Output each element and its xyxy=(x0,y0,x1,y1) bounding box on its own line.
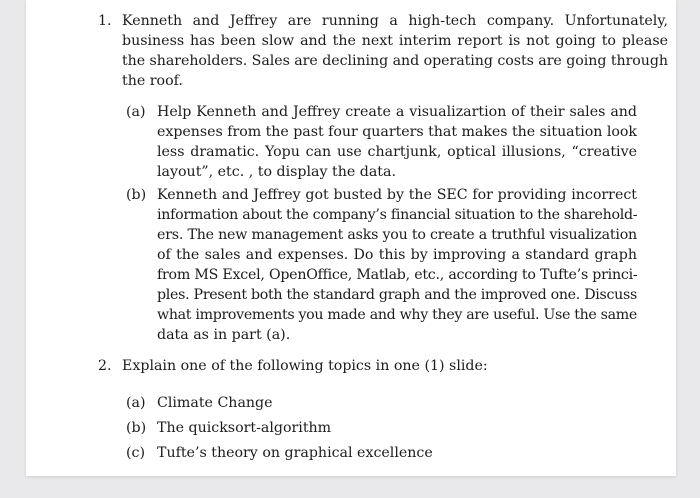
part-label: (b) xyxy=(126,420,147,436)
question-number: 1. xyxy=(98,13,112,29)
text-line: the shareholders. Sales are declining and operating costs are going through xyxy=(122,53,668,69)
text-line: ers. The new management asks you to create a truthful visualization xyxy=(157,227,637,243)
question-text xyxy=(122,356,668,376)
part-text xyxy=(157,418,637,438)
text-line: less dramatic. Yopu can use chartjunk, optical illusions, “creative xyxy=(157,144,637,160)
text-line: Help Kenneth and Jeffrey create a visualizartion of their sales and xyxy=(157,104,637,120)
text-line: business has been slow and the next interim report is not going to please xyxy=(122,33,668,49)
part-label: (b) xyxy=(126,187,147,203)
text-line: information about the company’s financial situation to the sharehold- xyxy=(157,207,638,223)
question-text xyxy=(122,11,668,91)
part-label: (c) xyxy=(126,445,146,461)
text-line: Kenneth and Jeffrey are running a high-tech company. Unfortunately, xyxy=(122,13,668,29)
text-line: the roof. xyxy=(122,73,183,89)
text-line: layout”, etc. , to display the data. xyxy=(157,164,396,180)
text-line: Tufte’s theory on graphical excellence xyxy=(157,445,433,461)
text-line: The quicksort-algorithm xyxy=(157,420,332,436)
text-line: Kenneth and Jeffrey got busted by the SEC for providing incorrect xyxy=(157,187,637,203)
text-line: from MS Excel, OpenOffice, Matlab, etc., according to Tufte’s princi- xyxy=(157,267,638,283)
document-page xyxy=(26,0,676,476)
part-text xyxy=(157,102,637,182)
part-label: (a) xyxy=(126,104,146,120)
text-line: Climate Change xyxy=(157,395,273,411)
text-line: ples. Present both the standard graph and the improved one. Discuss xyxy=(157,287,637,303)
text-line: of the sales and expenses. Do this by improving a standard graph xyxy=(157,247,637,263)
part-text xyxy=(157,443,637,463)
part-text xyxy=(157,185,637,345)
part-label: (a) xyxy=(126,395,146,411)
text-line: what improvements you made and why they are useful. Use the same xyxy=(157,307,637,323)
question-number: 2. xyxy=(98,358,112,374)
text-line: Explain one of the following topics in one (1) slide: xyxy=(122,358,488,374)
text-line: expenses from the past four quarters that makes the situation look xyxy=(157,124,637,140)
part-text xyxy=(157,393,637,413)
text-line: data as in part (a). xyxy=(157,327,291,343)
